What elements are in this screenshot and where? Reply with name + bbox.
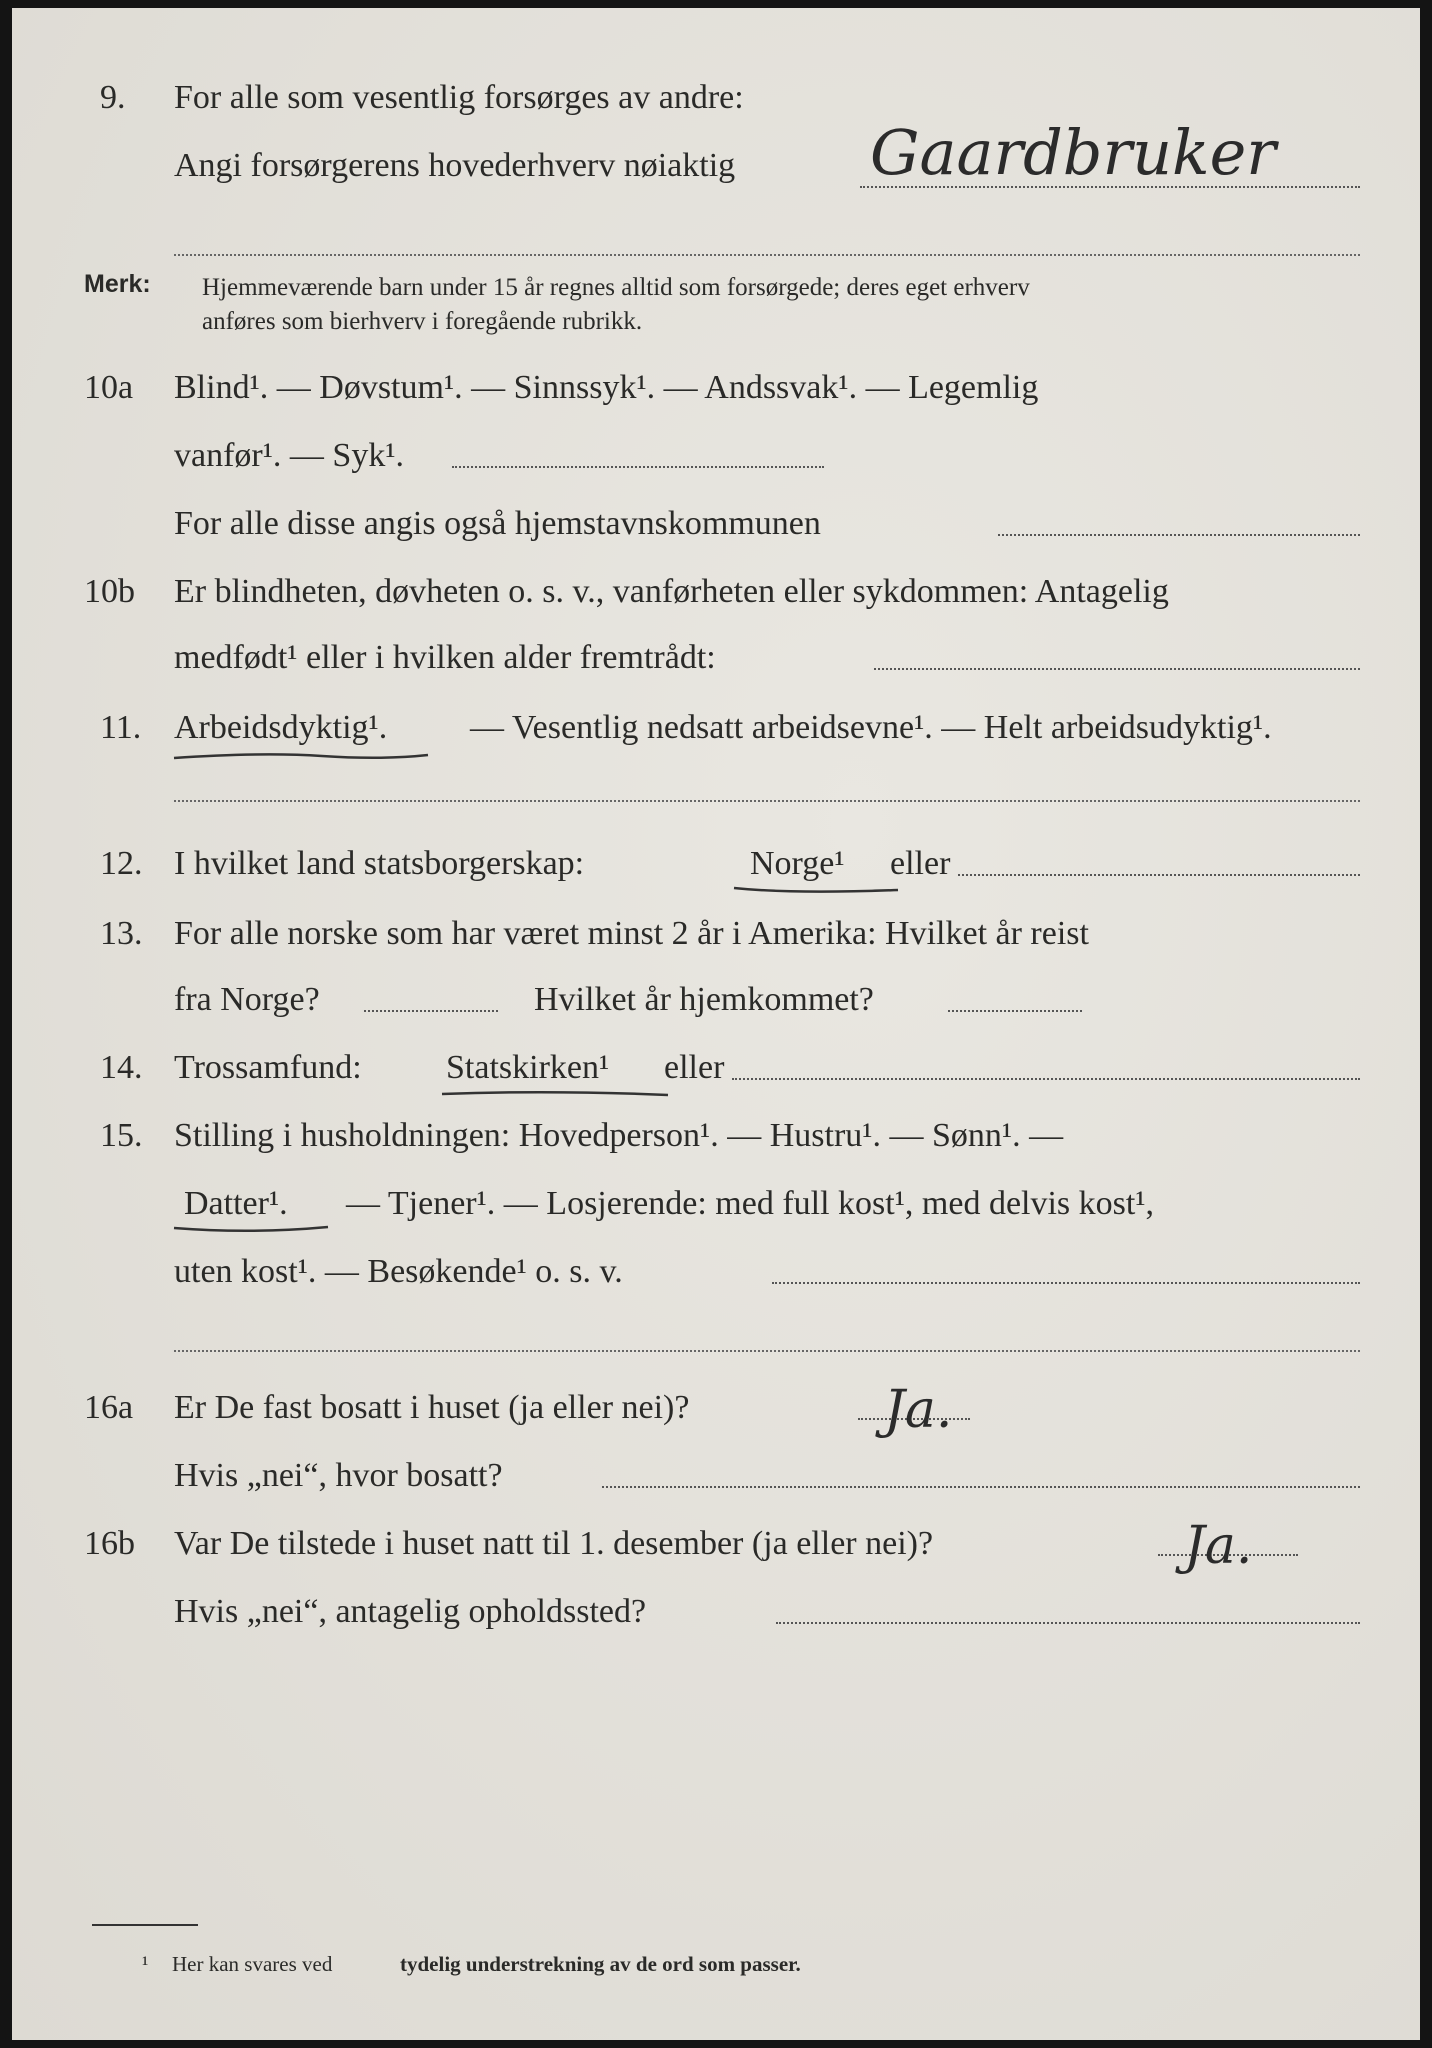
- q16b-opholdssted-line: [776, 1622, 1360, 1624]
- q14-eller: eller: [664, 1049, 725, 1086]
- q10b-answer-line: [874, 668, 1360, 670]
- q13-line1: For alle norske som har været minst 2 år i Amerika: Hvilket år reist: [174, 915, 1089, 952]
- q16b-line1: Var De tilstede i huset natt til 1. desember (ja eller nei)?: [174, 1525, 934, 1562]
- q12-number: 12.: [100, 845, 143, 882]
- q11-option-arbeidsdyktig[interactable]: Arbeidsdyktig¹.: [174, 709, 388, 746]
- q12-answer-line: [958, 874, 1360, 876]
- merk-label: Merk:: [84, 270, 151, 298]
- q11-extra-line: [174, 800, 1360, 802]
- q13-hjemkommet-line: [948, 1010, 1082, 1012]
- q10a-number: 10a: [84, 369, 134, 406]
- footnote-rule: [92, 1924, 198, 1926]
- q11-rest: — Vesentlig nedsatt arbeidsevne¹. — Helt arbeidsudyktig¹.: [470, 709, 1272, 746]
- footnote-mark: ¹: [142, 1952, 149, 1976]
- q10b-line2: medfødt¹ eller i hvilken alder fremtrådt:: [174, 639, 716, 676]
- q12-option-norge[interactable]: Norge¹: [750, 845, 845, 882]
- footnote-text-a: Her kan svares ved: [172, 1952, 333, 1976]
- q10a-syk-line: [452, 466, 824, 468]
- q15-number: 15.: [100, 1117, 143, 1154]
- q9-line2: Angi forsørgerens hovederhverv nøiaktig: [174, 147, 736, 184]
- q10a-line3: For alle disse angis også hjemstavnskommunen: [174, 505, 821, 542]
- q16a-bosatt-line: [602, 1486, 1360, 1488]
- q15-line2-rest: — Tjener¹. — Losjerende: med full kost¹, med delvis kost¹,: [346, 1185, 1155, 1222]
- q15-extra-line: [174, 1350, 1360, 1352]
- q14-underline-mark: [440, 1088, 670, 1102]
- q15-line1: Stilling i husholdningen: Hovedperson¹. — Hustru¹. — Sønn¹. —: [174, 1117, 1064, 1154]
- merk-line2: anføres som bierhverv i foregående rubrikk.: [202, 308, 643, 335]
- footnote-text-b: tydelig understrekning av de ord som passer.: [400, 1952, 801, 1976]
- q13-line2a: fra Norge?: [174, 981, 320, 1018]
- q9-line1: For alle som vesentlig forsørges av andre:: [174, 79, 744, 116]
- q16a-number: 16a: [84, 1389, 134, 1426]
- q16b-number: 16b: [84, 1525, 135, 1562]
- q9-extra-line: [174, 254, 1360, 256]
- q16a-line1: Er De fast bosatt i huset (ja eller nei)?: [174, 1389, 690, 1426]
- form-page: [12, 8, 1420, 2040]
- q10a-hjemstavn-line: [998, 534, 1360, 536]
- q16b-line2: Hvis „nei“, antagelig opholdssted?: [174, 1593, 647, 1630]
- q10a-line2: vanfør¹. — Syk¹.: [174, 437, 405, 474]
- q14-answer-line: [732, 1078, 1360, 1080]
- q10b-number: 10b: [84, 573, 135, 610]
- q13-line2b: Hvilket år hjemkommet?: [534, 981, 874, 1018]
- q15-option-datter[interactable]: Datter¹.: [184, 1185, 288, 1222]
- q16a-line2: Hvis „nei“, hvor bosatt?: [174, 1457, 503, 1494]
- q15-line3: uten kost¹. — Besøkende¹ o. s. v.: [174, 1253, 623, 1290]
- q9-answer[interactable]: Gaardbruker: [870, 116, 1276, 189]
- q12-text: I hvilket land statsborgerskap:: [174, 845, 585, 882]
- q14-text: Trossamfund:: [174, 1049, 362, 1086]
- q12-underline-mark: [732, 884, 902, 898]
- q14-option-statskirken[interactable]: Statskirken¹: [446, 1049, 610, 1086]
- q13-number: 13.: [100, 915, 143, 952]
- q10b-line1: Er blindheten, døvheten o. s. v., vanførheten eller sykdommen: Antagelig: [174, 573, 1169, 610]
- q10a-line1: Blind¹. — Døvstum¹. — Sinnssyk¹. — Andssvak¹. — Legemlig: [174, 369, 1039, 406]
- q14-number: 14.: [100, 1049, 143, 1086]
- q16b-answer[interactable]: Ja.: [1184, 1516, 1253, 1576]
- q12-eller: eller: [890, 845, 951, 882]
- q15-underline-mark: [172, 1222, 332, 1236]
- q9-number: 9.: [100, 79, 126, 116]
- q13-reist-line: [364, 1010, 498, 1012]
- q15-answer-line: [772, 1282, 1360, 1284]
- merk-line1: Hjemmeværende barn under 15 år regnes alltid som forsørgede; deres eget erhverv: [202, 274, 1030, 301]
- q16a-answer[interactable]: Ja.: [884, 1380, 953, 1440]
- q11-number: 11.: [100, 709, 142, 746]
- q11-underline-mark: [172, 750, 432, 764]
